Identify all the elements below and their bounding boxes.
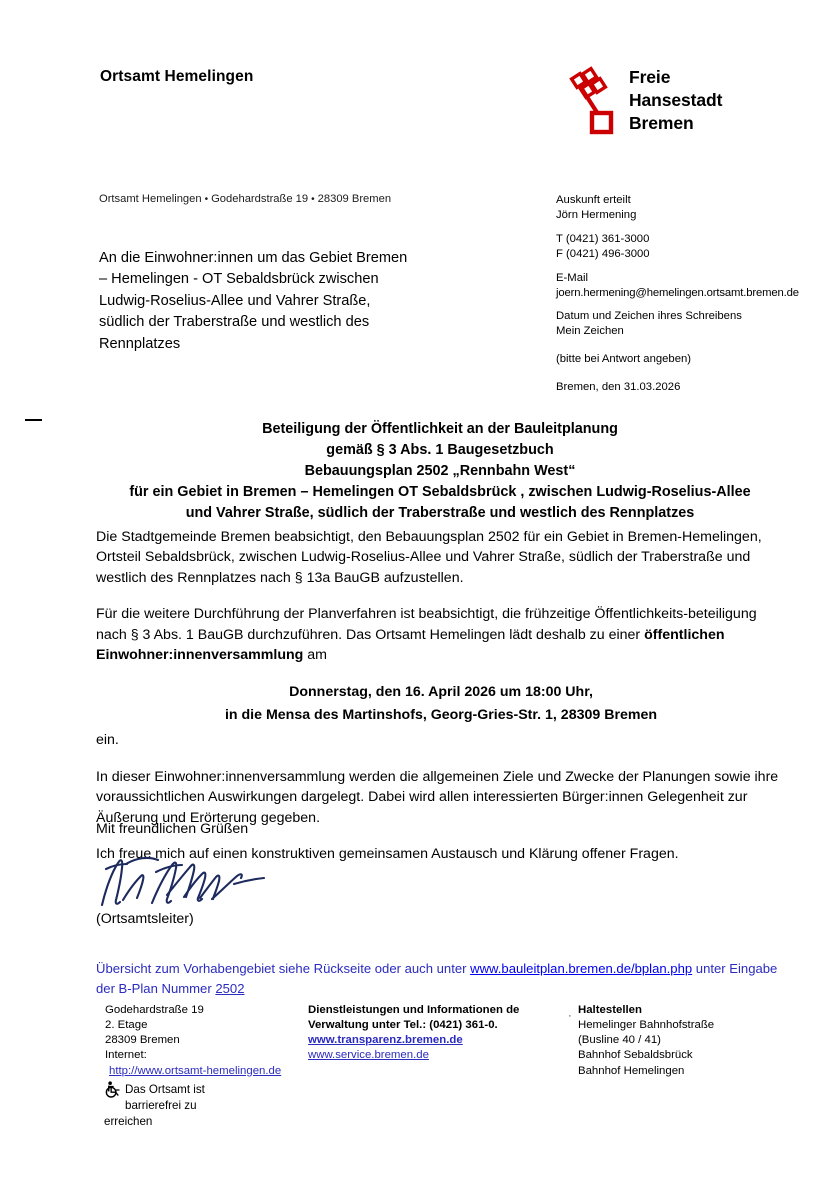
signer-role: (Ortsamtsleiter) [96,911,194,927]
sender-part-3: 28309 Bremen [317,193,392,205]
contact-email-label: E-Mail [556,271,589,284]
meeting-location: in die Mensa des Martinshofs, Georg-Gries-Str. 1, 28309 Bremen [224,706,658,723]
meeting-date-time: Donnerstag, den 16. April 2026 um 18:00 Uhr, [289,683,593,700]
footer-column-services [308,1003,558,1064]
fold-mark [25,419,42,421]
contact-info-block [556,193,826,395]
accessibility-line-1: Das Ortsamt ist [125,1083,205,1096]
sender-separator-2: • [311,193,315,205]
body-paragraph-3-prefix: ein. [96,732,119,749]
footer-transit-stop-3: Bahnhof Hemelingen [578,1064,685,1077]
body-paragraph-2-text-b: am [303,647,327,664]
closing-greeting: Mit freundlichen Grüßen [96,821,249,837]
footer-column-address [105,1003,305,1079]
bplan-number: 2502 [215,980,245,996]
bauleitplan-link[interactable]: www.bauleitplan.bremen.de/bplan.php [470,961,693,976]
sender-separator-1: • [204,193,209,205]
recipient-line-2: – Hemelingen - OT Sebaldsbrück zwischen [99,271,379,288]
title-line-4: für ein Gebiet in Bremen – Hemelingen OT Sebaldsbrück , zwischen Ludwig-Roselius-Allee [129,483,751,500]
contact-info-label: Auskunft erteilt [556,194,631,206]
footer-transit-stop-2: Bahnhof Sebaldsbrück [578,1049,693,1062]
footer-floor: 2. Etage [105,1019,148,1032]
body-paragraph-4: Ich freue mich auf einen konstruktiven gemeinsamen Austausch und Klärung offener Fragen. [96,845,679,862]
contact-date-line: Bremen, den 31.03.2026 [556,381,681,394]
document-title-block [80,419,800,523]
contact-own-reference-label: Mein Zeichen [556,325,624,338]
overview-reference-line [96,959,796,998]
body-paragraph-1: Die Stadtgemeinde Bremen beabsichtigt, den Bebauungsplan 2502 für ein Gebiet in Bremen-Hemelingen, Ortsteil Sebaldsbrück, zwischen Ludwig-Roselius-Allee und Vahrer Straße, südlich der Traberstraße und westlich des Rennplatzes nach § 13a BauGB aufzustellen. [96,529,762,586]
contact-fax: F (0421) 496-3000 [556,247,650,260]
contact-email-group [556,271,826,301]
title-line-3: Bebauungsplan 2502 „Rennbahn West“ [304,462,576,479]
accessibility-line-2: barrierefrei zu erreichen [104,1098,197,1128]
footer-transit-heading: Haltestellen [578,1004,642,1016]
logo-line-1: Freie [629,67,671,87]
body-paragraph-2-text-a: Für die weitere Durchführung der Planverfahren ist beabsichtigt, die frühzeitige Öffentlichkeits-beteiligung nach § 3 Abs. 1 BauGB durchzuführen. Das Ortsamt Hemelingen lädt deshalb zu einer [96,606,757,643]
contact-person-group [556,193,826,223]
overview-text-before: Übersicht zum Vorhabengebiet siehe Rückseite oder auch unter [96,961,471,976]
transparenz-bremen-link[interactable]: www.transparenz.bremen.de [308,1034,463,1047]
body-paragraph-2-emphasis: öffentlichen Einwohner:innenversammlung [96,626,725,664]
contact-reference-label: Datum und Zeichen ihres Schreibens [556,310,742,323]
service-bremen-link[interactable]: www.service.bremen.de [308,1049,429,1062]
footer-internet-link-wrap [105,1064,305,1079]
logo-line-3: Bremen [629,113,694,134]
body-paragraph-3: In dieser Einwohner:innenversammlung werden die allgemeinen Ziele und Zwecke der Planungen sowie ihre voraussichtlichen Auswirkungen dargelegt. Dabei wird allen interessierten Bürger:innen Gelegenheit zur Äußerung und Erörterung gegeben. [96,768,779,826]
recipient-line-1: An die Einwohner:innen um das Gebiet Bremen [99,250,408,266]
sender-part-1: Ortsamt Hemelingen [99,193,202,205]
footer-bullet-marker: · [568,1010,572,1022]
overview-text-middle: unter Eingabe der B-Plan Nummer [96,961,778,996]
contact-person-name: Jörn Hermening [556,208,637,221]
meeting-details-block [96,682,786,727]
contact-email-address: joern.hermening@hemelingen.ortsamt.bremen.de [556,286,799,299]
footer-column-transit [578,1003,818,1079]
contact-phone-group [556,232,826,262]
recipient-line-3: Ludwig-Roselius-Allee und Vahrer Straße, [99,292,371,309]
ortsamt-hemelingen-link[interactable]: http://www.ortsamt-hemelingen.de [109,1064,282,1077]
letterhead-office-name: Ortsamt Hemelingen [100,68,254,85]
footer-street: Godehardstraße 19 [105,1004,204,1016]
bremen-logo [565,66,722,140]
title-line-1: Beteiligung der Öffentlichkeit an der Bauleitplanung [262,421,618,437]
logo-line-2: Hansestadt [629,90,723,111]
footer-transit-stop-1: Hemelinger Bahnhofstraße [578,1019,715,1032]
accessibility-note [104,1082,227,1129]
title-line-2: gemäß § 3 Abs. 1 Baugesetzbuch [326,441,554,458]
contact-reply-note: (bitte bei Antwort angeben) [556,353,692,366]
handwritten-signature [96,848,276,910]
footer-city: 28309 Bremen [105,1034,180,1047]
footer-internet-label: Internet: [105,1049,147,1062]
footer-transit-stop-1-note: (Busline 40 / 41) [578,1034,661,1047]
recipient-line-5: Rennplatzes [99,335,181,352]
wheelchair-accessibility-icon [104,1081,121,1098]
logo-wordmark [629,66,722,135]
title-line-5: und Vahrer Straße, südlich der Traberstraße und westlich des Rennplatzes [185,504,695,521]
contact-phone: T (0421) 361-3000 [556,232,650,245]
recipient-address-block [99,248,459,355]
footer-services-heading-1: Dienstleistungen und Informationen de [308,1004,520,1016]
bremen-key-icon [565,66,619,140]
sender-return-line [99,193,391,205]
sender-part-2: Godehardstraße 19 [211,193,309,205]
recipient-line-4: südlich der Traberstraße und westlich des [99,314,370,331]
footer-services-heading-2: Verwaltung unter Tel.: (0421) 361-0. [308,1019,498,1032]
contact-reference-group [556,309,826,339]
body-paragraph-2 [96,604,786,665]
